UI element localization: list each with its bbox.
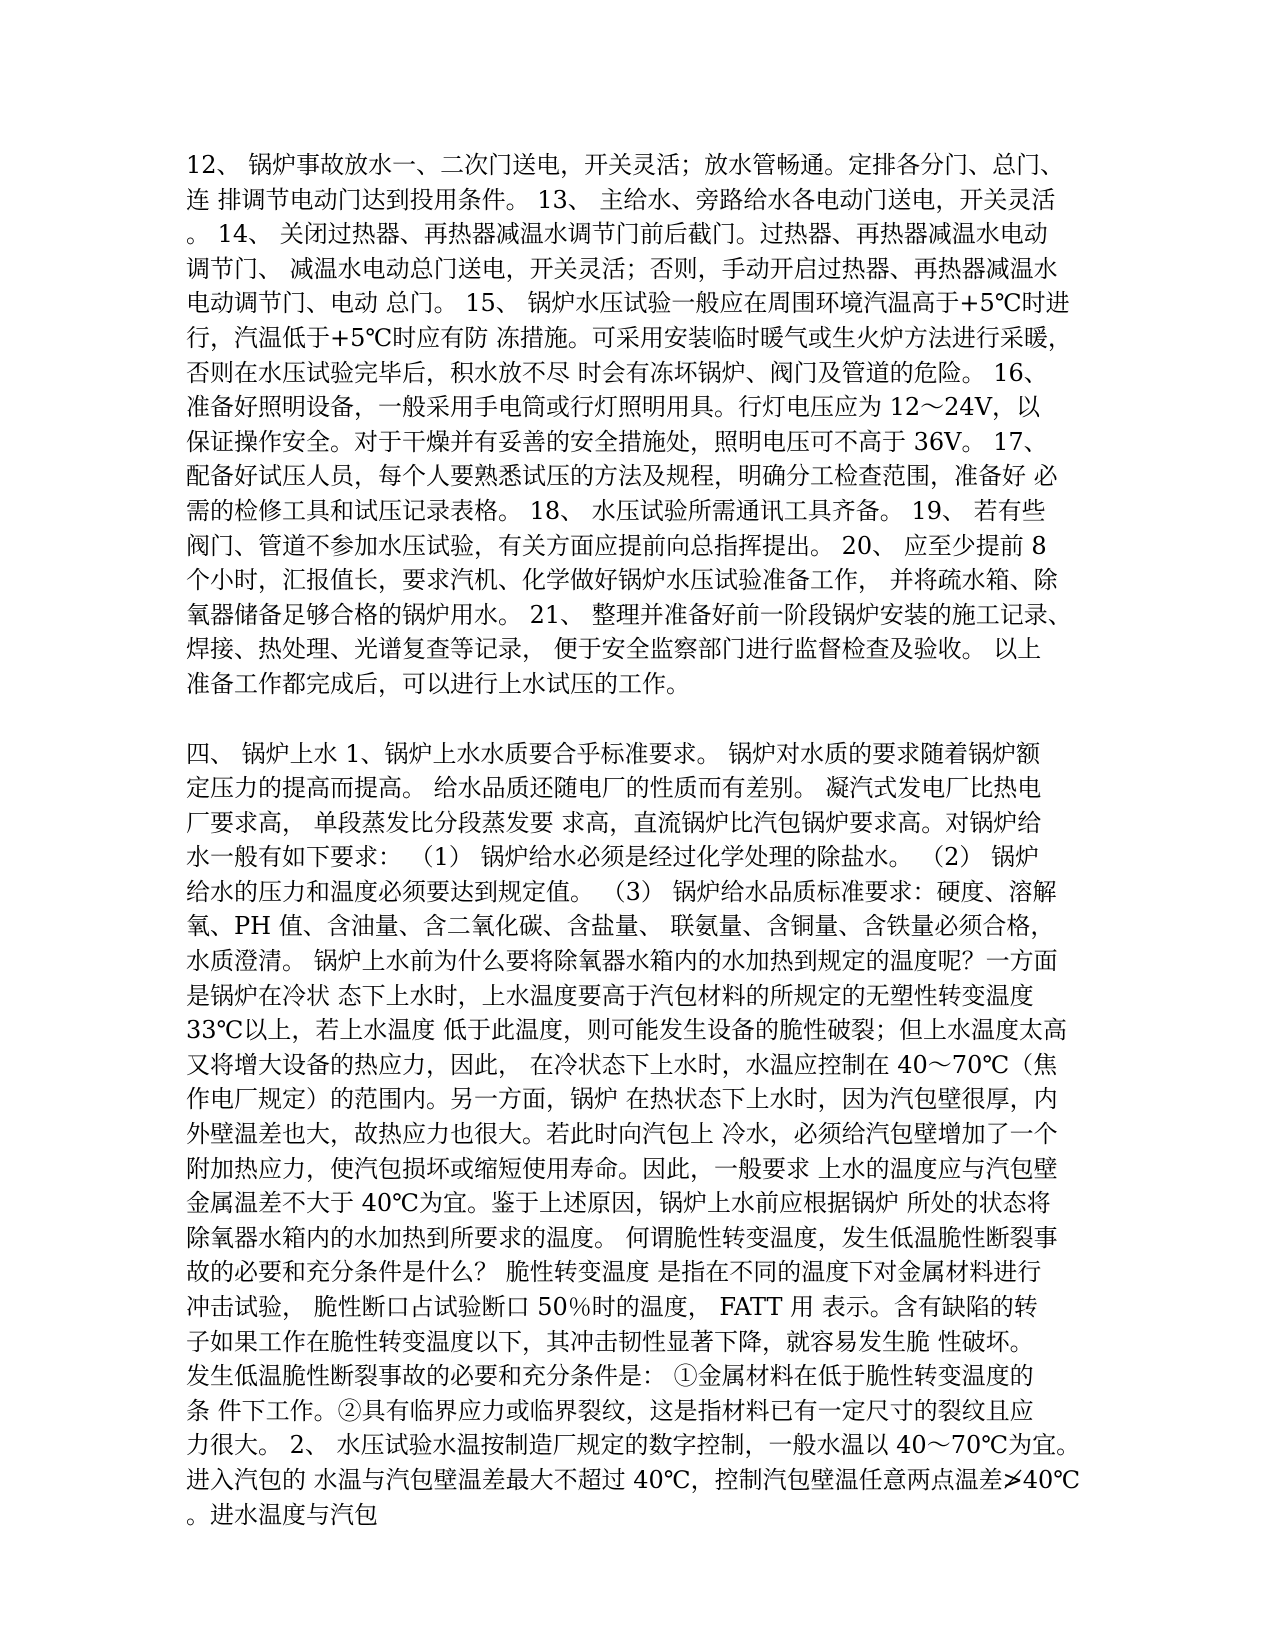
text-line: 力很大。 2、 水压试验水温按制造厂规定的数字控制，一般水温以 40～70℃为宜。 (186, 1431, 1081, 1460)
paragraph-spacer (186, 702, 1091, 737)
text-line: 准备工作都完成后，可以进行上水试压的工作。 (186, 669, 690, 698)
text-line: 焊接、热处理、光谱复查等记录， 便于安全监察部门进行监督检查及验收。 以上 (186, 635, 1042, 664)
text-line: 给水的压力和温度必须要达到规定值。 （3） 锅炉给水品质标准要求：硬度、溶解 (186, 877, 1057, 906)
text-line: 准备好照明设备，一般采用手电筒或行灯照明用具。行灯电压应为 12～24V，以 (186, 393, 1041, 422)
paragraph-boiler-preparation (186, 148, 1091, 702)
text-line: 进入汽包的 水温与汽包壁温差最大不超过 40℃，控制汽包壁温任意两点温差≯40℃ (186, 1465, 1081, 1494)
text-line: 条 件下工作。②具有临界应力或临界裂纹，这是指材料已有一定尺寸的裂纹且应 (186, 1396, 1034, 1425)
text-line: 。 14、 关闭过热器、再热器减温水调节门前后截门。过热器、再热器减温水电动 (186, 220, 1048, 249)
text-line: 是锅炉在冷状 态下上水时，上水温度要高于汽包材料的所规定的无塑性转变温度 (186, 981, 1034, 1010)
text-line: 水质澄清。 锅炉上水前为什么要将除氧器水箱内的水加热到规定的温度呢？一方面 (186, 947, 1058, 976)
text-line: 12、 锅炉事故放水一、二次门送电，开关灵活；放水管畅通。定排各分门、总门、 (186, 151, 1065, 179)
text-line: 又将增大设备的热应力，因此， 在冷状态下上水时，水温应控制在 40～70℃（焦 (186, 1050, 1058, 1079)
text-line: 电动调节门、电动 总门。 15、 锅炉水压试验一般应在周围环境汽温高于+5℃时进 (186, 289, 1070, 318)
text-line: 氧、PH 值、含油量、含二氧化碳、含盐量、 联氨量、含铜量、含铁量必须合格， (186, 912, 1055, 941)
text-line: 外壁温差也大，故热应力也很大。若此时向汽包上 冷水，必须给汽包壁增加了一个 (186, 1120, 1058, 1149)
text-line: 子如果工作在脆性转变温度以下，其冲击韧性显著下降，就容易发生脆 性破坏。 (186, 1327, 1034, 1356)
text-line: 冲击试验， 脆性断口占试验断口 50％时的温度， FATT 用 表示。含有缺陷的转 (186, 1293, 1038, 1321)
text-line: 氧器储备足够合格的锅炉用水。 21、 整理并准备好前一阶段锅炉安装的施工记录、 (186, 600, 1072, 629)
text-line: 金属温差不大于 40℃为宜。鉴于上述原因，锅炉上水前应根据锅炉 所处的状态将 (186, 1189, 1051, 1218)
text-line: 四、 锅炉上水 1、锅炉上水水质要合乎标准要求。 锅炉对水质的要求随着锅炉额 (186, 739, 1041, 768)
text-line: 附加热应力，使汽包损坏或缩短使用寿命。因此，一般要求 上水的温度应与汽包壁 (186, 1154, 1058, 1183)
text-line: 。进水温度与汽包 (186, 1500, 378, 1529)
text-line: 配备好试压人员，每个人要熟悉试压的方法及规程，明确分工检查范围，准备好 必 (186, 462, 1058, 491)
text-line: 阀门、管道不参加水压试验，有关方面应提前向总指挥提出。 20、 应至少提前 8 (186, 531, 1047, 560)
text-line: 水一般有如下要求： （1） 锅炉给水必须是经过化学处理的除盐水。 （2） 锅炉 (186, 843, 1040, 872)
text-line: 保证操作安全。对于干燥并有妥善的安全措施处，照明电压可不高于 36V。 17、 (186, 427, 1048, 456)
text-line: 33℃以上，若上水温度 低于此温度，则可能发生设备的脆性破裂；但上水温度太高 (186, 1016, 1068, 1045)
text-line: 调节门、 减温水电动总门送电，开关灵活；否则，手动开启过热器、再热器减温水 (186, 254, 1058, 283)
paragraph-boiler-water-filling (186, 737, 1091, 1533)
text-line: 个小时，汇报值长，要求汽机、化学做好锅炉水压试验准备工作， 并将疏水箱、除 (186, 566, 1058, 595)
text-line: 需的检修工具和试压记录表格。 18、 水压试验所需通讯工具齐备。 19、 若有些 (186, 496, 1046, 525)
text-line: 故的必要和充分条件是什么？ 脆性转变温度 是指在不同的温度下对金属材料进行 (186, 1258, 1042, 1287)
text-line: 否则在水压试验完毕后，积水放不尽 时会有冻坏锅炉、阀门及管道的危险。 16、 (186, 358, 1048, 387)
text-line: 连 排调节电动门达到投用条件。 13、 主给水、旁路给水各电动门送电，开关灵活 (186, 185, 1056, 214)
document-body (186, 148, 1091, 1532)
text-line: 厂要求高， 单段蒸发比分段蒸发要 求高，直流锅炉比汽包锅炉要求高。对锅炉给 (186, 808, 1042, 837)
text-line: 除氧器水箱内的水加热到所要求的温度。 何谓脆性转变温度，发生低温脆性断裂事 (186, 1223, 1058, 1252)
text-line: 作电厂规定）的范围内。另一方面，锅炉 在热状态下上水时，因为汽包壁很厚，内 (186, 1085, 1058, 1114)
text-line: 发生低温脆性断裂事故的必要和充分条件是： ①金属材料在低于脆性转变温度的 (186, 1362, 1034, 1391)
text-line: 行，汽温低于+5℃时应有防 冻措施。可采用安装临时暖气或生火炉方法进行采暖， (186, 323, 1072, 352)
text-line: 定压力的提高而提高。 给水品质还随电厂的性质而有差别。 凝汽式发电厂比热电 (186, 774, 1042, 803)
